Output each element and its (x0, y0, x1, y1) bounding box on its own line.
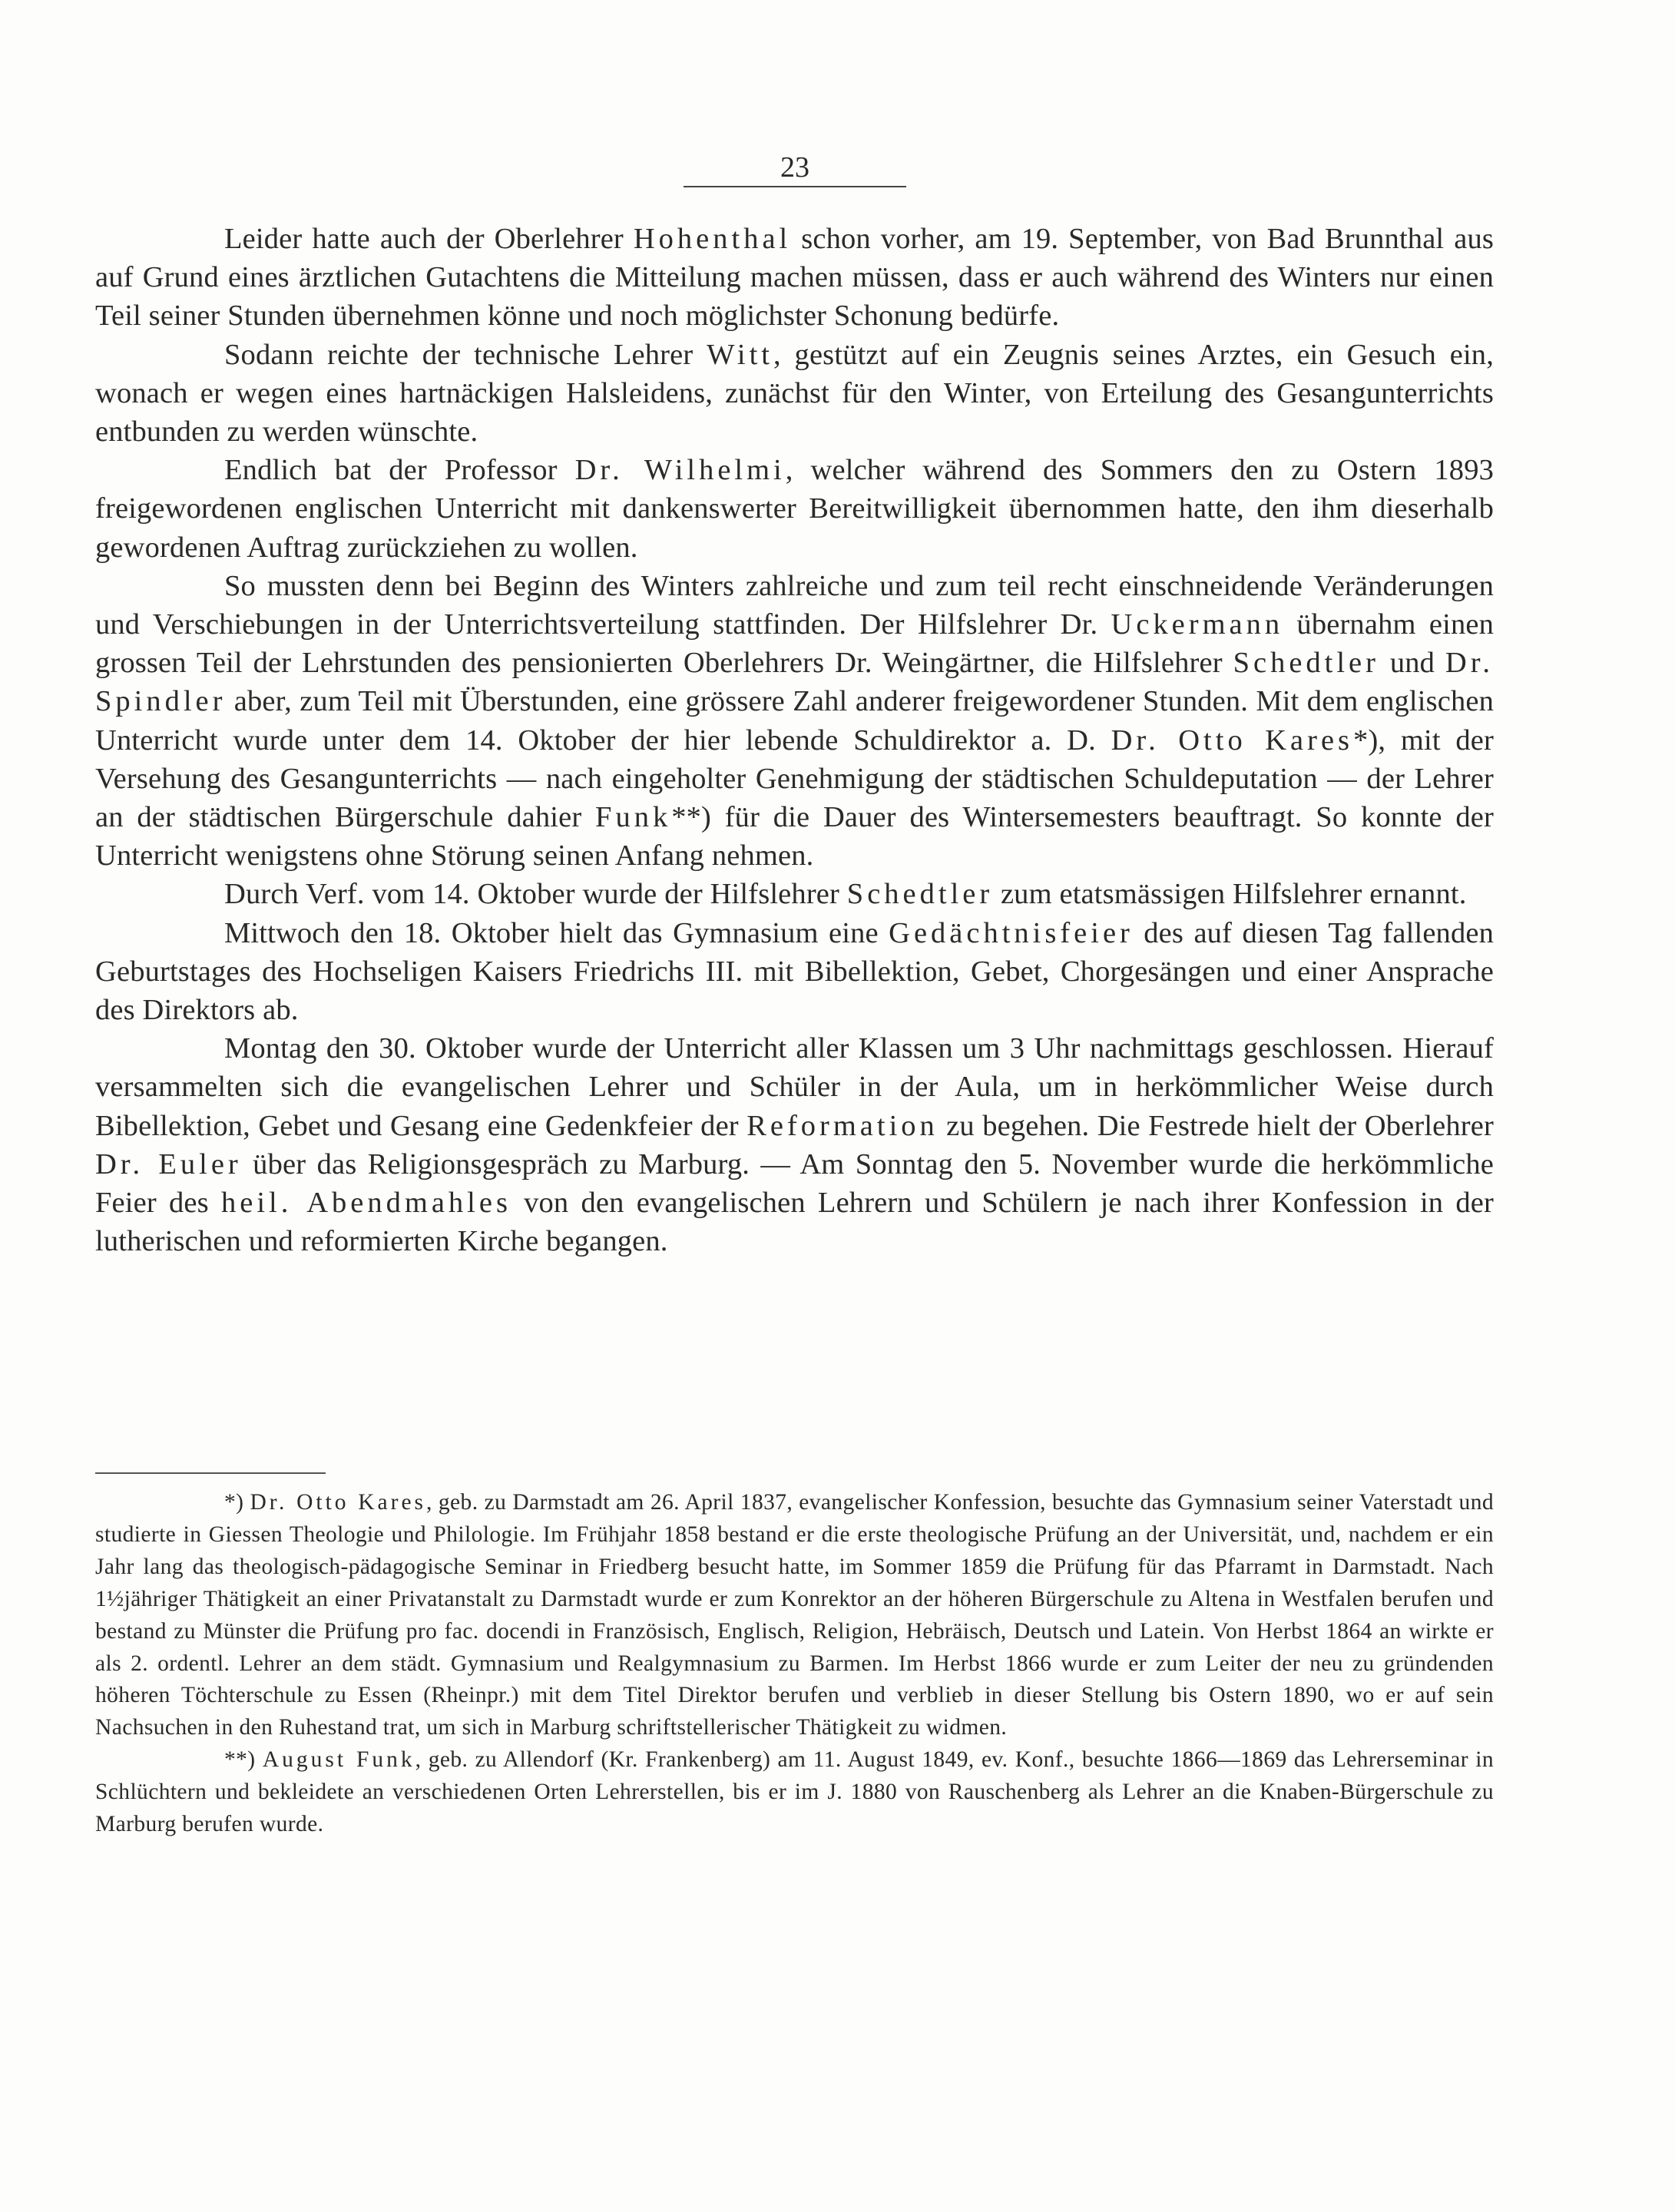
person-name: Dr. Wilhelmi (574, 454, 786, 487)
person-name: August Funk (262, 1747, 415, 1773)
emphasis-term: Reformation (746, 1109, 938, 1142)
text-run: Sodann reichte der technische Lehrer (224, 338, 707, 371)
text-run: Montag den 30. Oktober wurde der Unterricht aller Klassen um 3 Uhr nachmittags geschlossen. Hierauf versammelten sich die evangelischen Lehrer und Schüler in der Aula, um in herkömmlicher Weise durch Bibellektion, Gebet und Gesang eine Gedenkfeier der (95, 1032, 1494, 1142)
main-text (95, 220, 1494, 1260)
text-run: *), mit der Versehung des Gesangunterrichts — nach eingeholter Genehmigung der städtischen Schuldeputation — der Lehrer an der städtischen Bürgerschule dahier (95, 724, 1494, 834)
person-name: Dr. Otto Kares (1111, 724, 1354, 757)
text-run: Durch Verf. vom 14. Oktober wurde der Hilfslehrer (224, 878, 847, 911)
text-run: schon vorher, am 19. September, von Bad Brunnthal aus auf Grund eines ärztlichen Gutachtens die Mitteilung machen müssen, dass er auch während des Winters nur einen Teil seiner Stunden übernehmen könne und noch möglichster Schonung bedürfe. (95, 223, 1495, 333)
text-run: von den evangelischen Lehrern und Schülern je nach ihrer Konfession in der lutherischen und reformierten Kirche begangen. (95, 1187, 1494, 1258)
text-run: , geb. zu Darmstadt am 26. April 1837, evangelischer Konfession, besuchte das Gymnasium seiner Vaterstadt und studierte in Giessen Theologie und Philologie. Im Frühjahr 1858 bestand er die erste theologische Prüfung an der Universität, und, nachdem er ein Jahr lang das theologisch-pädagogische Seminar in Friedberg besucht hatte, im Sommer 1859 die Prüfung für das Pfarramt in Darmstadt. Nach 1½jähriger Thätigkeit an einer Privatanstalt zu Darmstadt wurde er zum Konrektor an der höheren Bürgerschule zu Altena in Westfalen berufen und bestand zu Münster die Prüfung pro fac. docendi in Französisch, Englisch, Religion, Hebräisch, Deutsch und Latein. Von Herbst 1864 an wirkte er als 2. ordentl. Lehrer an dem städt. Gymnasium und Realgymnasium zu Barmen. Im Herbst 1866 wurde er zum Leiter der neu zu gründenden höheren Töchterschule zu Essen (Rheinpr.) mit dem Titel Direktor berufen und verblieb in dieser Stellung bis Ostern 1890, wo er auf sein Nachsuchen in den Ruhestand trat, um sich in Marburg schriftstellerischer Thätigkeit zu widmen. (95, 1490, 1494, 1740)
footnote-funk (95, 1744, 1494, 1841)
person-name: Funk (595, 801, 672, 834)
person-name: Schedtler (1233, 647, 1379, 680)
text-run: des auf diesen Tag fallenden Geburtstages des Hochseligen Kaisers Friedrichs III. mit Bibellektion, Gebet, Chorgesängen und einer Ansprache des Direktors ab. (95, 916, 1494, 1027)
text-run: zu begehen. Die Festrede hielt der Oberlehrer (938, 1109, 1494, 1142)
footnote-mark: *) (224, 1490, 250, 1515)
text-run: Endlich bat der Professor (224, 454, 575, 487)
paragraph-witt (95, 336, 1494, 452)
paragraph-veraenderungen (95, 567, 1494, 876)
text-run: So mussten denn bei Beginn des Winters zahlreiche und zum teil recht einschneidende Veränderungen und Verschiebungen in der Unterrichtsverteilung stattfinden. Der Hilfslehrer Dr. (95, 569, 1494, 641)
text-run: , gestützt auf ein Zeugnis seines Arztes, ein Gesuch ein, wonach er wegen eines hartnäckigen Halsleidens, zunächst für den Winter, von Erteilung des Gesangunterrichts entbunden zu werden wünschte. (95, 338, 1494, 449)
person-name: Uckermann (1111, 608, 1284, 641)
paragraph-reformation (95, 1029, 1494, 1260)
paragraph-gedaechtnisfeier (95, 914, 1494, 1030)
text-run: übernahm einen grossen Teil der Lehrstunden des pensionierten Oberlehrers Dr. Weingärtner, die Hilfslehrer (95, 608, 1494, 680)
paragraph-hohenthal (95, 220, 1494, 336)
text-run: und (1379, 647, 1445, 680)
emphasis-term: Gedächtnisfeier (889, 916, 1134, 949)
text-run: Leider hatte auch der Oberlehrer (224, 223, 634, 255)
footnote-mark: **) (224, 1747, 263, 1773)
paragraph-wilhelmi (95, 451, 1494, 567)
text-run: **) für die Dauer des Wintersemesters beauftragt. So konnte der Unterricht wenigstens ohne Störung seinen Anfang nehmen. (95, 801, 1494, 873)
emphasis-term: heil. Abendmahles (220, 1187, 511, 1220)
text-run: Mittwoch den 18. Oktober hielt das Gymnasium eine (224, 916, 889, 949)
text-run: zum etatsmässigen Hilfslehrer ernannt. (993, 878, 1467, 911)
person-name: Dr. Spindler (95, 647, 1495, 718)
person-name: Dr. Otto Kares (250, 1490, 427, 1515)
person-name: Schedtler (846, 878, 994, 911)
text-run: über das Religionsgespräch zu Marburg. — Am Sonntag den 5. November wurde die herkömmliche Feier des (95, 1147, 1495, 1220)
text-run: aber, zum Teil mit Überstunden, eine grössere Zahl anderer freigewordener Stunden. Mit dem englischen Unterricht wurde unter dem 14. Oktober der hier lebende Schuldirektor a. D. (95, 685, 1494, 757)
text-run: , welcher während des Sommers den zu Ostern 1893 freigewordenen englischen Unterricht mit dankenswerter Bereitwilligkeit übernommen hatte, den ihm dieserhalb gewordenen Auftrag zurückziehen zu wollen. (95, 454, 1495, 564)
footnote-divider (95, 1472, 326, 1474)
text-run: , geb. zu Allendorf (Kr. Frankenberg) am 11. August 1849, ev. Konf., besuchte 1866—1869 das Lehrerseminar in Schlüchtern und bekleidete an verschiedenen Orten Lehrerstellen, bis er im J. 1880 von Rauschenberg als Lehrer an die Knaben-Bürgerschule zu Marburg berufen wurde. (95, 1747, 1494, 1837)
person-name: Dr. Euler (95, 1147, 242, 1181)
footnotes (95, 1487, 1494, 1841)
person-name: Hohenthal (633, 223, 792, 255)
page-number: 23 (684, 151, 906, 187)
person-name: Witt (707, 338, 773, 371)
footnote-kares (95, 1487, 1494, 1744)
paragraph-schedtler (95, 875, 1494, 913)
